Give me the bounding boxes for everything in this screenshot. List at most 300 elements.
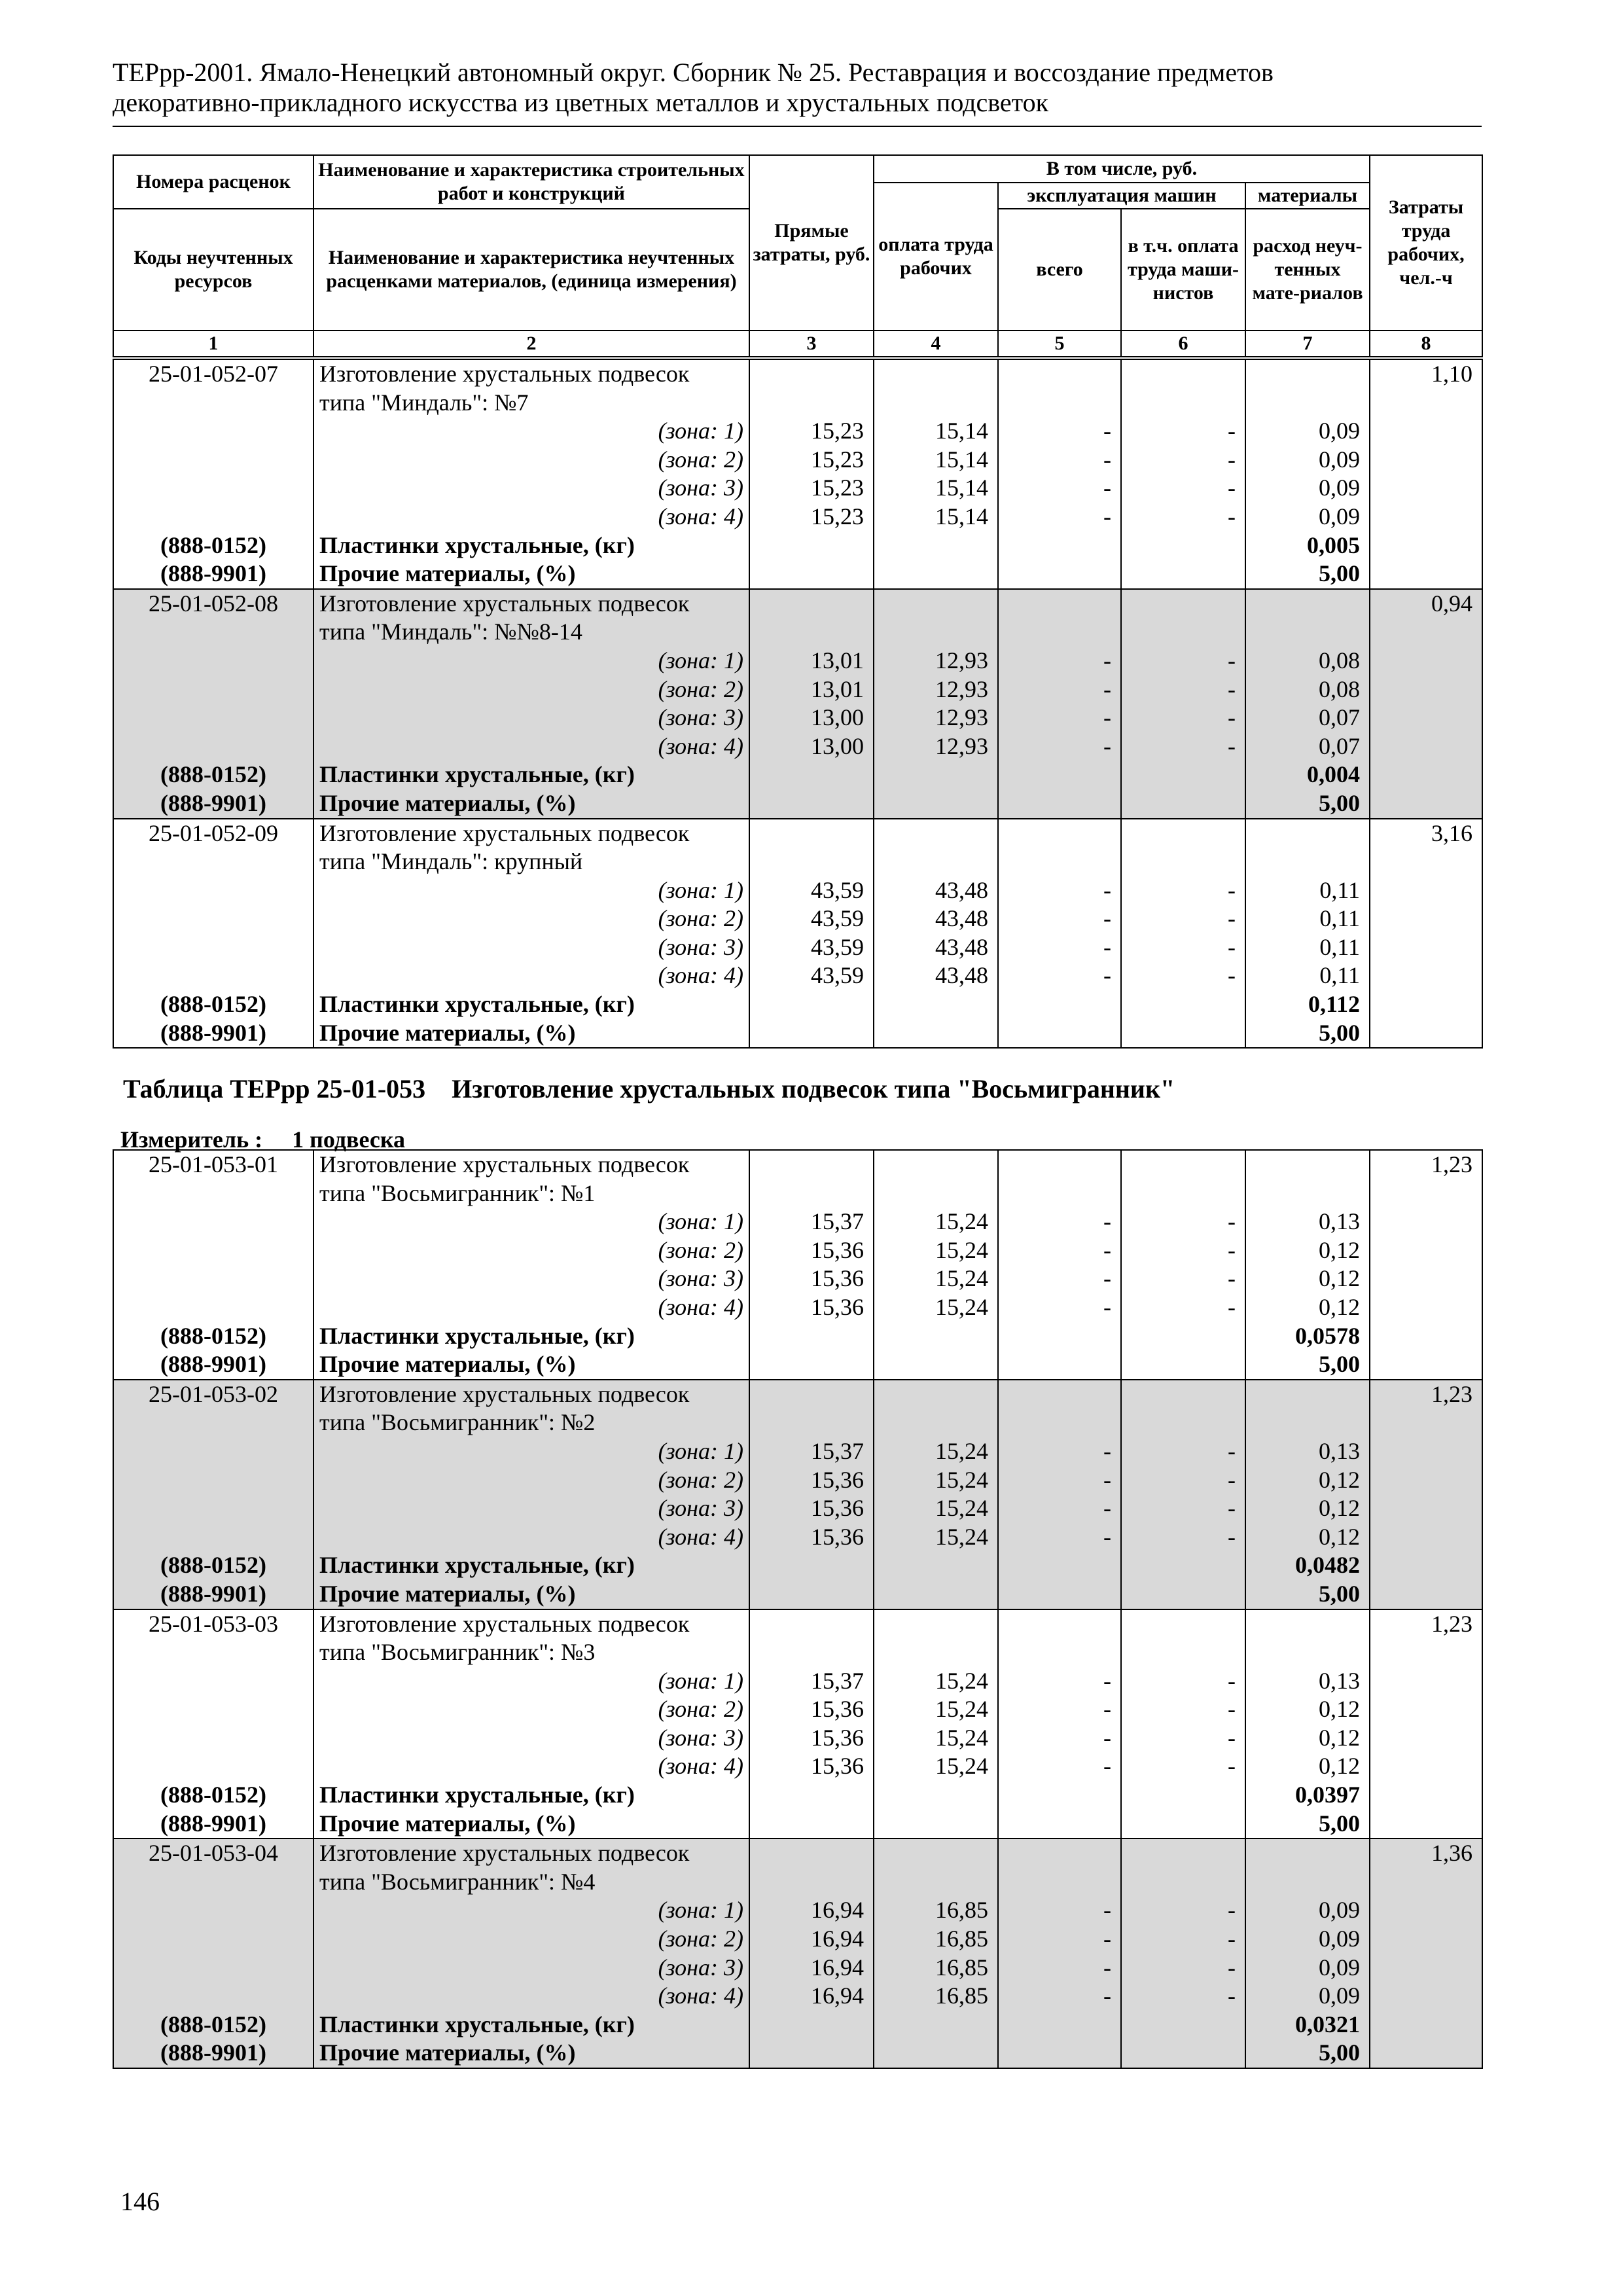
labor-hours: 1,10 <box>1431 361 1472 387</box>
code-cell <box>113 1839 313 2068</box>
direct-cost: 15,23 <box>811 503 864 529</box>
resource-qty: 5,00 <box>1319 789 1360 816</box>
resource-name: Пластинки хрустальные, (кг) <box>319 2011 635 2037</box>
rate-code: 25-01-053-01 <box>149 1151 278 1177</box>
materials-cost: 0,11 <box>1319 876 1360 903</box>
resource-qty: 5,00 <box>1319 1351 1360 1378</box>
resource-code: (888-9901) <box>160 789 266 816</box>
rate-item <box>113 819 1482 1049</box>
table-title: Таблица ТЕРрр 25-01-053 Изготовление хрустальных подвесок типа "Восьмигранник" <box>123 1074 1175 1103</box>
resource-code: (888-9901) <box>160 1810 266 1837</box>
labor-pay: 15,24 <box>935 1466 988 1493</box>
materials-cost: 0,09 <box>1319 503 1360 529</box>
materials-cell <box>1245 1150 1370 1380</box>
materials-cost: 0,13 <box>1319 1437 1360 1464</box>
direct-cost-cell <box>749 589 874 819</box>
materials-cost: 0,12 <box>1319 1265 1360 1292</box>
col-number: 2 <box>313 331 749 357</box>
machinist-pay: - <box>1228 503 1236 529</box>
rate-name: типа "Восьмигранник": №4 <box>319 1868 596 1895</box>
machines-total-cell <box>998 359 1121 589</box>
machinist-pay-cell <box>1121 589 1245 819</box>
resource-code: (888-0152) <box>160 531 266 558</box>
zone-label: (зона: 3) <box>658 475 743 501</box>
rate-name: Изготовление хрустальных подвесок <box>319 1380 690 1407</box>
labor-pay: 15,14 <box>935 503 988 529</box>
machines-total: - <box>1103 475 1111 501</box>
machines-total: - <box>1103 732 1111 759</box>
rate-name: Изготовление хрустальных подвесок <box>319 361 690 387</box>
direct-cost: 15,23 <box>811 446 864 473</box>
labor-pay: 15,14 <box>935 475 988 501</box>
zone-label: (зона: 2) <box>658 675 743 702</box>
header-rule <box>113 126 1482 127</box>
machinist-pay-cell <box>1121 359 1245 589</box>
direct-cost: 43,59 <box>811 876 864 903</box>
machinist-pay: - <box>1228 1236 1236 1263</box>
rate-name: Изготовление хрустальных подвесок <box>319 1610 690 1637</box>
measure-unit: Измеритель : 1 подвеска <box>120 1126 406 1153</box>
machines-total: - <box>1103 503 1111 529</box>
resource-code: (888-9901) <box>160 560 266 587</box>
materials-cost: 0,09 <box>1319 1926 1360 1952</box>
col-machines: эксплуатация машин <box>998 183 1245 209</box>
labor-hours: 1,23 <box>1431 1151 1472 1177</box>
machinist-pay: - <box>1228 1437 1236 1464</box>
resource-code: (888-0152) <box>160 1322 266 1349</box>
page-number: 146 <box>120 2187 160 2216</box>
direct-cost: 16,94 <box>811 1926 864 1952</box>
materials-cost: 0,11 <box>1319 905 1360 932</box>
resource-qty: 5,00 <box>1319 560 1360 587</box>
machinist-pay-cell <box>1121 1839 1245 2068</box>
header-line-1: ТЕРрр-2001. Ямало-Ненецкий автономный округ. Сборник № 25. Реставрация и воссоздание предметов <box>113 58 1274 87</box>
materials-cell <box>1245 359 1370 589</box>
direct-cost: 15,37 <box>811 1208 864 1235</box>
zone-label: (зона: 4) <box>658 1523 743 1550</box>
direct-cost: 15,36 <box>811 1265 864 1292</box>
zone-label: (зона: 4) <box>658 732 743 759</box>
machinist-pay-cell <box>1121 819 1245 1049</box>
labor-pay: 12,93 <box>935 704 988 731</box>
machinist-pay: - <box>1228 1954 1236 1981</box>
zone-label: (зона: 4) <box>658 1753 743 1780</box>
zone-label: (зона: 3) <box>658 1265 743 1292</box>
name-cell <box>313 1839 749 2068</box>
resource-code: (888-0152) <box>160 761 266 788</box>
rate-code: 25-01-053-03 <box>149 1610 278 1637</box>
zone-label: (зона: 2) <box>658 1466 743 1493</box>
materials-cost: 0,08 <box>1319 675 1360 702</box>
col-rate-numbers: Номера расценок <box>113 155 313 209</box>
labor-pay-cell <box>874 1839 998 2068</box>
resource-name: Прочие материалы, (%) <box>319 560 576 587</box>
name-cell <box>313 1609 749 1839</box>
materials-cell <box>1245 1609 1370 1839</box>
resource-name: Пластинки хрустальные, (кг) <box>319 1782 635 1808</box>
zone-label: (зона: 2) <box>658 905 743 932</box>
resource-name: Прочие материалы, (%) <box>319 1810 576 1837</box>
machines-total: - <box>1103 1523 1111 1550</box>
machines-total: - <box>1103 1667 1111 1694</box>
machines-total: - <box>1103 1954 1111 1981</box>
zone-label: (зона: 1) <box>658 1208 743 1235</box>
column-header-table <box>113 154 1483 357</box>
direct-cost-cell <box>749 1380 874 1609</box>
machines-total: - <box>1103 647 1111 673</box>
machinist-pay-cell <box>1121 1380 1245 1609</box>
direct-cost: 15,36 <box>811 1523 864 1550</box>
materials-cost: 0,11 <box>1319 962 1360 989</box>
machinist-pay: - <box>1228 1523 1236 1550</box>
labor-pay: 15,24 <box>935 1753 988 1780</box>
machinist-pay: - <box>1228 1293 1236 1320</box>
rate-name: типа "Миндаль": крупный <box>319 848 583 875</box>
rate-name: типа "Восьмигранник": №3 <box>319 1639 596 1666</box>
zone-label: (зона: 3) <box>658 1495 743 1522</box>
labor-pay: 15,24 <box>935 1265 988 1292</box>
col-number: 8 <box>1370 331 1482 357</box>
direct-cost: 43,59 <box>811 905 864 932</box>
direct-cost: 16,94 <box>811 1897 864 1924</box>
col-resource-codes: Коды неучтенных ресурсов <box>113 209 313 331</box>
materials-cell <box>1245 819 1370 1049</box>
direct-cost: 13,01 <box>811 675 864 702</box>
direct-cost: 13,00 <box>811 732 864 759</box>
labor-pay: 16,85 <box>935 1926 988 1952</box>
materials-cost: 0,13 <box>1319 1667 1360 1694</box>
machines-total: - <box>1103 1753 1111 1780</box>
resource-code: (888-0152) <box>160 991 266 1018</box>
rate-item <box>113 359 1482 589</box>
resource-name: Пластинки хрустальные, (кг) <box>319 991 635 1018</box>
direct-cost: 16,94 <box>811 1954 864 1981</box>
direct-cost: 15,36 <box>811 1753 864 1780</box>
zone-label: (зона: 3) <box>658 933 743 960</box>
col-labor-hours: Затраты труда рабочих, чел.-ч <box>1370 155 1482 331</box>
labor-pay: 16,85 <box>935 1982 988 2009</box>
zone-label: (зона: 1) <box>658 1897 743 1924</box>
rate-code: 25-01-053-02 <box>149 1380 278 1407</box>
rate-item <box>113 1380 1482 1609</box>
name-cell <box>313 819 749 1049</box>
resource-name: Пластинки хрустальные, (кг) <box>319 1552 635 1579</box>
direct-cost: 15,36 <box>811 1293 864 1320</box>
resource-name: Пластинки хрустальные, (кг) <box>319 1322 635 1349</box>
materials-cost: 0,09 <box>1319 446 1360 473</box>
materials-cost: 0,12 <box>1319 1753 1360 1780</box>
machines-total-cell <box>998 819 1121 1049</box>
col-work-name: Наименование и характеристика строительных работ и конструкций <box>313 155 749 209</box>
col-labor-pay: оплата труда рабочих <box>874 183 998 331</box>
labor-pay: 12,93 <box>935 647 988 673</box>
table-row <box>113 1609 1482 1839</box>
materials-cost: 0,11 <box>1319 933 1360 960</box>
labor-hours: 1,23 <box>1431 1610 1472 1637</box>
machines-total: - <box>1103 933 1111 960</box>
labor-pay: 15,14 <box>935 446 988 473</box>
col-number: 5 <box>998 331 1121 357</box>
name-cell <box>313 1380 749 1609</box>
resource-qty: 5,00 <box>1319 1580 1360 1607</box>
materials-cost: 0,09 <box>1319 1954 1360 1981</box>
machines-total: - <box>1103 1724 1111 1751</box>
machines-total: - <box>1103 1495 1111 1522</box>
name-cell <box>313 589 749 819</box>
machines-total-cell <box>998 1839 1121 2068</box>
labor-pay-cell <box>874 1609 998 1839</box>
rate-name: типа "Восьмигранник": №2 <box>319 1409 596 1436</box>
rate-name: Изготовление хрустальных подвесок <box>319 590 690 617</box>
resource-name: Прочие материалы, (%) <box>319 1580 576 1607</box>
machinist-pay: - <box>1228 905 1236 932</box>
machinist-pay: - <box>1228 1753 1236 1780</box>
machines-total: - <box>1103 446 1111 473</box>
column-number-row <box>113 331 1482 357</box>
table-row <box>113 1380 1482 1609</box>
machines-total-cell <box>998 589 1121 819</box>
materials-cost: 0,12 <box>1319 1293 1360 1320</box>
machinist-pay: - <box>1228 1208 1236 1235</box>
machines-total: - <box>1103 1696 1111 1723</box>
labor-pay-cell <box>874 1380 998 1609</box>
col-machinist-pay: в т.ч. оплата труда маши-нистов <box>1121 209 1245 331</box>
materials-cell <box>1245 589 1370 819</box>
resource-qty: 0,0578 <box>1295 1322 1360 1349</box>
direct-cost: 15,36 <box>811 1495 864 1522</box>
direct-cost: 15,37 <box>811 1667 864 1694</box>
rate-name: типа "Миндаль": №№8-14 <box>319 619 582 645</box>
machinist-pay: - <box>1228 675 1236 702</box>
resource-qty: 0,112 <box>1308 991 1360 1018</box>
machines-total-cell <box>998 1609 1121 1839</box>
rates-table-052 <box>113 359 1483 1049</box>
zone-label: (зона: 2) <box>658 1696 743 1723</box>
zone-label: (зона: 2) <box>658 1236 743 1263</box>
name-cell <box>313 359 749 589</box>
resource-code: (888-0152) <box>160 1552 266 1579</box>
direct-cost: 15,36 <box>811 1466 864 1493</box>
labor-pay: 16,85 <box>935 1954 988 1981</box>
materials-cost: 0,13 <box>1319 1208 1360 1235</box>
zone-label: (зона: 3) <box>658 1954 743 1981</box>
machines-total: - <box>1103 1437 1111 1464</box>
table-row <box>113 359 1482 589</box>
labor-pay: 15,24 <box>935 1495 988 1522</box>
labor-pay: 43,48 <box>935 962 988 989</box>
labor-pay: 15,24 <box>935 1724 988 1751</box>
machines-total: - <box>1103 876 1111 903</box>
code-cell <box>113 1380 313 1609</box>
page-header <box>113 58 1480 118</box>
machines-total: - <box>1103 1466 1111 1493</box>
machinist-pay: - <box>1228 1265 1236 1292</box>
col-materials: материалы <box>1245 183 1370 209</box>
resource-name: Прочие материалы, (%) <box>319 1019 576 1046</box>
zone-label: (зона: 4) <box>658 962 743 989</box>
zone-label: (зона: 1) <box>658 1667 743 1694</box>
code-cell <box>113 819 313 1049</box>
direct-cost: 15,23 <box>811 418 864 444</box>
zone-label: (зона: 1) <box>658 876 743 903</box>
labor-pay-cell <box>874 819 998 1049</box>
machines-total: - <box>1103 905 1111 932</box>
rate-code: 25-01-052-09 <box>149 819 278 846</box>
direct-cost-cell <box>749 359 874 589</box>
machinist-pay: - <box>1228 933 1236 960</box>
zone-label: (зона: 2) <box>658 1926 743 1952</box>
resource-name: Прочие материалы, (%) <box>319 789 576 816</box>
col-machines-total: всего <box>998 209 1121 331</box>
code-cell <box>113 1150 313 1380</box>
machinist-pay: - <box>1228 418 1236 444</box>
rate-item <box>113 589 1482 819</box>
machinist-pay: - <box>1228 446 1236 473</box>
machines-total: - <box>1103 675 1111 702</box>
labor-hours-cell <box>1370 819 1482 1049</box>
col-including: В том числе, руб. <box>874 155 1370 183</box>
code-cell <box>113 359 313 589</box>
machines-total: - <box>1103 704 1111 731</box>
resource-name: Пластинки хрустальные, (кг) <box>319 761 635 788</box>
machines-total-cell <box>998 1380 1121 1609</box>
machinist-pay: - <box>1228 1495 1236 1522</box>
machinist-pay: - <box>1228 962 1236 989</box>
rate-name: Изготовление хрустальных подвесок <box>319 1840 690 1867</box>
code-cell <box>113 589 313 819</box>
labor-hours-cell <box>1370 359 1482 589</box>
materials-cell <box>1245 1839 1370 2068</box>
materials-cost: 0,12 <box>1319 1724 1360 1751</box>
machines-total: - <box>1103 1208 1111 1235</box>
machinist-pay: - <box>1228 647 1236 673</box>
rate-name: Изготовление хрустальных подвесок <box>319 1151 690 1177</box>
direct-cost-cell <box>749 819 874 1049</box>
col-material-name: Наименование и характеристика неучтенных расценками материалов, (единица измерения) <box>313 209 749 331</box>
col-materials-usage: расход неуч-тенных мате-риалов <box>1245 209 1370 331</box>
machines-total: - <box>1103 1265 1111 1292</box>
resource-qty: 5,00 <box>1319 1810 1360 1837</box>
materials-cost: 0,09 <box>1319 475 1360 501</box>
col-number: 1 <box>113 331 313 357</box>
resource-qty: 5,00 <box>1319 2039 1360 2066</box>
labor-hours-cell <box>1370 1609 1482 1839</box>
labor-pay: 43,48 <box>935 933 988 960</box>
direct-cost-cell <box>749 1839 874 2068</box>
machinist-pay: - <box>1228 1466 1236 1493</box>
labor-pay-cell <box>874 589 998 819</box>
header-line-2: декоративно-прикладного искусства из цветных металлов и хрустальных подсветок <box>113 88 1049 117</box>
resource-qty: 0,0482 <box>1295 1552 1360 1579</box>
col-direct-costs: Прямые затраты, руб. <box>749 155 874 331</box>
zone-label: (зона: 4) <box>658 503 743 529</box>
labor-pay: 43,48 <box>935 905 988 932</box>
materials-cost: 0,09 <box>1319 1982 1360 2009</box>
direct-cost: 16,94 <box>811 1982 864 2009</box>
labor-hours: 1,23 <box>1431 1380 1472 1407</box>
machines-total-cell <box>998 1150 1121 1380</box>
resource-code: (888-0152) <box>160 1782 266 1808</box>
machines-total: - <box>1103 1897 1111 1924</box>
machinist-pay: - <box>1228 1696 1236 1723</box>
machinist-pay: - <box>1228 1667 1236 1694</box>
direct-cost: 15,36 <box>811 1696 864 1723</box>
labor-hours-cell <box>1370 589 1482 819</box>
machines-total: - <box>1103 962 1111 989</box>
rate-item <box>113 1150 1482 1380</box>
zone-label: (зона: 4) <box>658 1982 743 2009</box>
resource-code: (888-9901) <box>160 1580 266 1607</box>
labor-pay: 12,93 <box>935 675 988 702</box>
direct-cost: 13,01 <box>811 647 864 673</box>
machines-total: - <box>1103 418 1111 444</box>
zone-label: (зона: 3) <box>658 704 743 731</box>
labor-hours-cell <box>1370 1150 1482 1380</box>
zone-label: (зона: 4) <box>658 1293 743 1320</box>
materials-cost: 0,07 <box>1319 732 1360 759</box>
direct-cost-cell <box>749 1609 874 1839</box>
machinist-pay-cell <box>1121 1609 1245 1839</box>
table-row <box>113 1839 1482 2068</box>
resource-qty: 0,004 <box>1307 761 1360 788</box>
rate-item <box>113 1839 1482 2068</box>
resource-qty: 0,0397 <box>1295 1782 1360 1808</box>
rate-item <box>113 1609 1482 1839</box>
machinist-pay: - <box>1228 876 1236 903</box>
materials-cost: 0,07 <box>1319 704 1360 731</box>
labor-pay: 15,24 <box>935 1437 988 1464</box>
machines-total: - <box>1103 1926 1111 1952</box>
materials-cost: 0,12 <box>1319 1495 1360 1522</box>
resource-name: Пластинки хрустальные, (кг) <box>319 531 635 558</box>
labor-pay: 15,24 <box>935 1208 988 1235</box>
labor-pay: 16,85 <box>935 1897 988 1924</box>
rate-name: Изготовление хрустальных подвесок <box>319 819 690 846</box>
materials-cost: 0,12 <box>1319 1466 1360 1493</box>
direct-cost: 43,59 <box>811 962 864 989</box>
materials-cell <box>1245 1380 1370 1609</box>
rate-name: типа "Миндаль": №7 <box>319 389 529 416</box>
machinist-pay: - <box>1228 704 1236 731</box>
resource-qty: 5,00 <box>1319 1019 1360 1046</box>
zone-label: (зона: 1) <box>658 418 743 444</box>
machinist-pay: - <box>1228 732 1236 759</box>
col-number: 6 <box>1121 331 1245 357</box>
machinist-pay: - <box>1228 1897 1236 1924</box>
machinist-pay-cell <box>1121 1150 1245 1380</box>
resource-code: (888-9901) <box>160 2039 266 2066</box>
rate-code: 25-01-052-07 <box>149 361 278 387</box>
materials-cost: 0,09 <box>1319 418 1360 444</box>
direct-cost: 13,00 <box>811 704 864 731</box>
labor-pay: 15,24 <box>935 1236 988 1263</box>
labor-hours-cell <box>1370 1380 1482 1609</box>
rate-code: 25-01-052-08 <box>149 590 278 617</box>
zone-label: (зона: 1) <box>658 647 743 673</box>
resource-code: (888-0152) <box>160 2011 266 2037</box>
col-number: 4 <box>874 331 998 357</box>
labor-pay: 15,24 <box>935 1293 988 1320</box>
zone-label: (зона: 3) <box>658 1724 743 1751</box>
resource-name: Прочие материалы, (%) <box>319 1351 576 1378</box>
col-number: 7 <box>1245 331 1370 357</box>
materials-cost: 0,12 <box>1319 1236 1360 1263</box>
labor-pay: 12,93 <box>935 732 988 759</box>
direct-cost: 15,36 <box>811 1236 864 1263</box>
materials-cost: 0,12 <box>1319 1696 1360 1723</box>
table-row <box>113 819 1482 1049</box>
labor-pay: 15,24 <box>935 1696 988 1723</box>
